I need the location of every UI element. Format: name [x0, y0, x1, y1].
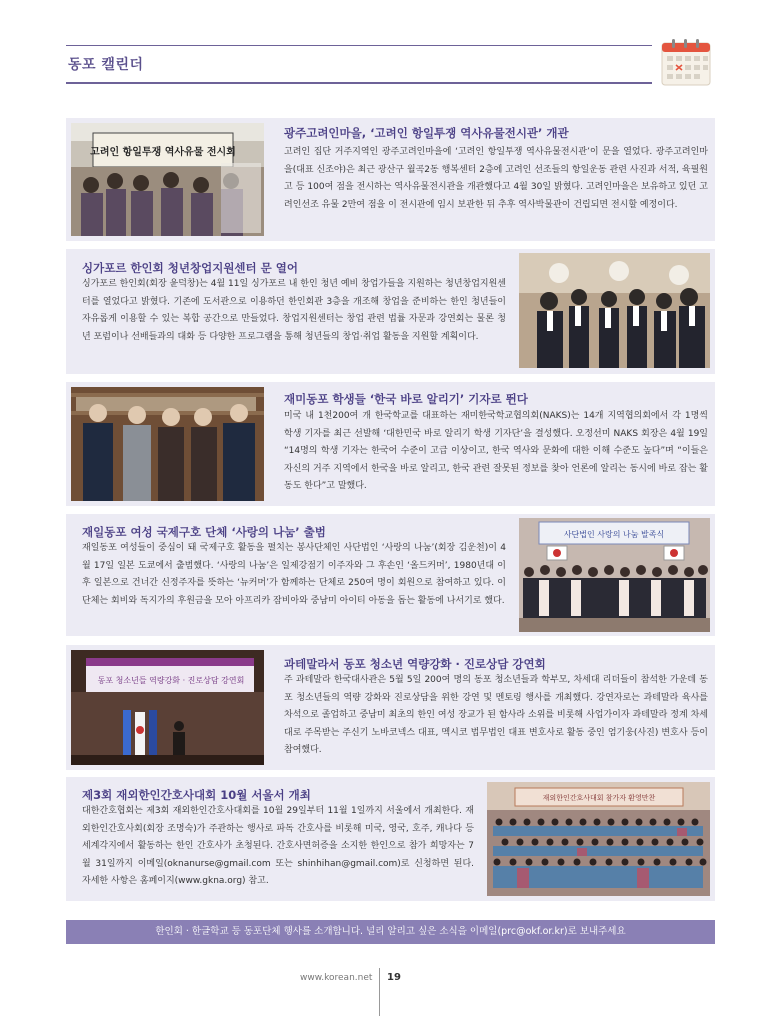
article-card — [66, 118, 715, 241]
footer-notice: 한인회 · 한글학교 등 동포단체 행사를 소개합니다. 널리 알리고 싶은 소식을 이메일(prc@okf.or.kr)로 보내주세요 — [66, 920, 715, 944]
page-number: 19 — [387, 972, 401, 983]
article-title: 재일동포 여성 국제구호 단체 ‘사랑의 나눔’ 출범 — [82, 525, 326, 539]
article-card — [66, 777, 715, 901]
article-body: 미국 내 1천200여 개 한국학교를 대표하는 재미한국학교협의회(NAKS)는 14개 지역협의회에서 각 1명씩 학생 기자를 최근 선발해 ‘대한민국 바로 알리기 학생 기자단’을 결성했다. 오정선미 NAKS 회장은 4월 19일 “14명의 학생 기자는 한국어 수준이 고급 이상이고, 한국 역사와 문화에 대한 이해 수준도 높다”며 “이들은 자신의 거주 지역에서 한국을 바로 알리고, 한국 관련 잘못된 정보를 찾아 언론에 알리는 동시에 바로 잡는 활동도 한다”고 말했다. — [284, 411, 708, 491]
article-photo — [519, 253, 710, 368]
article-body: 싱가포르 한인회(회장 윤덕창)는 4월 11일 싱가포르 내 한인 청년 예비 창업가들을 지원하는 청년창업지원센터를 열었다고 밝혔다. 기존에 도서관으로 이용하던 한인회관 3층을 개조해 창업을 준비하는 한인 청년들이 자유롭게 이용할 수 있는 복합 공간으로 만들었다. 창업지원센터는 창업 관련 법률 자문과 강연회는 물론 청년 포럼이나 선배들과의 대화 등 다양한 프로그램을 통해 청년들의 창업·취업 활동을 지원할 계획이다. — [82, 279, 506, 342]
photo-banner-text: 사단법인 사랑의 나눔 발족식 — [563, 530, 665, 539]
article-card — [66, 382, 715, 506]
article-body: 고려인 집단 거주지역인 광주고려인마을에 ‘고려인 항일투쟁 역사유물전시관’이 문을 열었다. 광주고려인마을(대표 신조야)은 최근 광산구 월곡2동 행복센터 2층에 고려인 선조들의 항일운동 관련 사진과 서적, 육필원고 등 100여 점을 전시하는 역사유물전시관을 개관했다고 4월 30일 밝혔다. 고려인마을은 보유하고 있던 고려인선조 유물 2만여 점을 이 전시관에 임시 보관한 뒤 추후 역사박물관이 건립되면 전시할 예정이다. — [284, 147, 708, 210]
article-title: 싱가포르 한인회 청년창업지원센터 문 열어 — [82, 261, 298, 275]
section-title: 동포 캘린더 — [68, 57, 144, 73]
article-title: 제3회 재외한인간호사대회 10월 서울서 개최 — [82, 788, 311, 802]
calendar-icon — [660, 38, 712, 86]
photo-banner-text: 재외한인간호사대회 참가자 환영만찬 — [542, 794, 656, 802]
article-card — [66, 249, 715, 374]
photo-banner-text: 고려인 항일투쟁 역사유물 전시회 — [90, 147, 236, 158]
article-body: 주 과테말라 한국대사관은 5월 5일 200여 명의 동포 청소년들과 학부모, 차세대 리더들이 참석한 가운데 동포 청소년들의 역량 강화와 진로상담을 위한 강연 및 멘토링 행사를 개최했다. 강연자로는 과테말라 육사를 차석으로 졸업하고 중남미 최초의 한인 여성 장교가 된 함사라 소위를 비롯해 사업가이자 과테말라 정계 차세대로 주목받는 주신기 노바코넥스 대표, 멕시코 법무법인 대표 변호사로 활동 중인 엄기웅(사진) 변호사 등이 참여했다. — [284, 675, 708, 755]
article-card — [66, 514, 715, 636]
article-title: 과테말라서 동포 청소년 역량강화 · 진로상담 강연회 — [284, 657, 546, 671]
article-body: 재일동포 여성들이 중심이 돼 국제구호 활동을 펼치는 봉사단체인 사단법인 ‘사랑의 나눔’(회장 김운천)이 4월 17일 일본 도쿄에서 출범했다. ‘사랑의 나눔’은 일제강점기 이주자와 그 후손인 ‘올드커머’, 1980년대 이후 일본으로 건너간 신정주자를 뜻하는 ‘뉴커머’가 함께하는 단체로 250여 명이 회원으로 참여하고 있다. 이 단체는 회비와 독지가의 후원금을 모아 아프리카 잠비아와 중남미 아이티 아동을 돕는 활동에 나서기로 했다. — [82, 543, 506, 606]
article-body: 대한간호협회는 제3회 재외한인간호사대회를 10월 29일부터 11월 1일까지 서울에서 개최한다. 재외한인간호사회(회장 조명숙)가 주관하는 행사로 파독 간호사를 비롯해 미국, 영국, 호주, 캐나다 등 세계각지에서 활동하는 한인 간호사가 초청된다. 간호사면허증을 소지한 한인으로 참가 희망자는 7월 31일까지 이메일(oknanurse@gmail.com 또는 shinhihan@gmail.com)로 신청하면 된다. 자세한 사항은 홈페이지(www.gkna.org) 참고. — [82, 806, 474, 886]
header-rule-bottom — [66, 82, 652, 84]
article-photo — [519, 518, 710, 632]
page-divider — [379, 968, 380, 1016]
article-photo — [71, 387, 264, 501]
page-url: www.korean.net — [300, 973, 373, 983]
article-title: 광주고려인마을, ‘고려인 항일투쟁 역사유물전시관’ 개관 — [284, 126, 569, 140]
article-photo — [487, 782, 710, 896]
article-title: 재미동포 학생들 ‘한국 바로 알리기’ 기자로 뛴다 — [284, 392, 528, 406]
article-photo — [71, 650, 264, 765]
article-card — [66, 645, 715, 770]
article-photo — [71, 123, 264, 236]
header-rule-top — [66, 45, 652, 46]
photo-banner-text: 동포 청소년들 역량강화 · 진로상담 강연회 — [97, 676, 245, 685]
